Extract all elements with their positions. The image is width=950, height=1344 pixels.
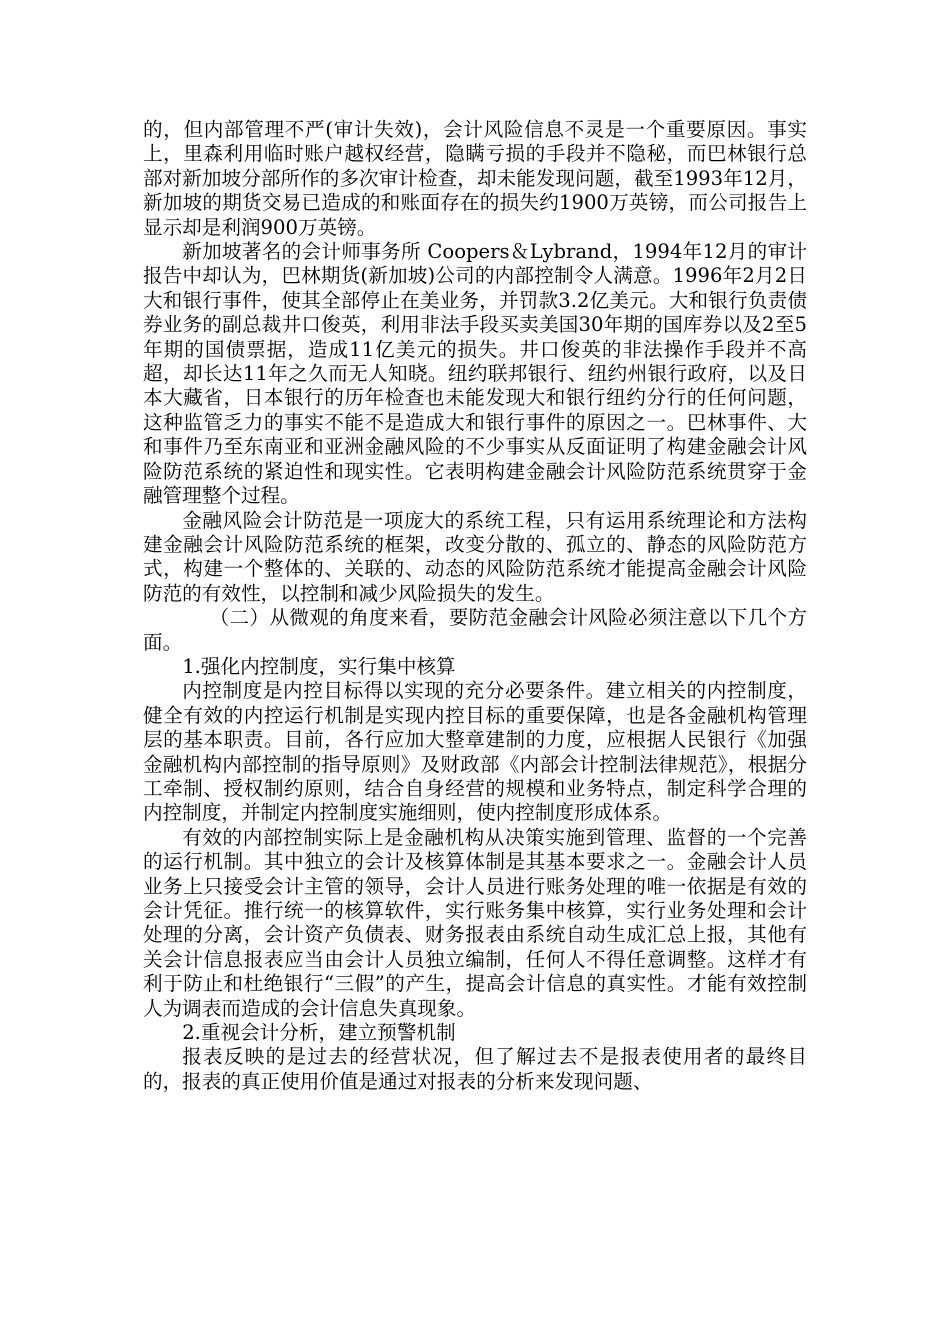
document-page — [143, 118, 807, 1094]
paragraph-daiwa-case: 新加坡著名的会计师事务所 Coopers＆Lybrand，1994年12月的审计报告中却认为，巴林期货(新加坡)公司的内部控制令人满意。1996年2月2日大和银行事件，使其全部停止在美业务，并罚款3.2亿美元。大和银行负责债券业务的副总裁井口俊英，利用非法手段买卖美国30年期的国库券以及2至5年期的国债票据，造成11亿美元的损失。井口俊英的非法操作手段并不高超，却长达11年之久而无人知晓。纽约联邦银行、纽约州银行政府，以及日本大藏省，日本银行的历年检查也未能发现大和银行纽约分行的任何问题，这种监管乏力的事实不能不是造成大和银行事件的原因之一。巴林事件、大和事件乃至东南亚和亚洲金融风险的不少事实从反面证明了构建金融会计风险防范系统的紧迫性和现实性。它表明构建金融会计风险防范系统贯穿于金融管理整个过程。 — [143, 240, 807, 508]
section-heading-micro: （二）从微观的角度来看，要防范金融会计风险必须注意以下几个方面。 — [143, 606, 807, 654]
paragraph-barings-audit: 的，但内部管理不严(审计失效)，会计风险信息不灵是一个重要原因。事实上，里森利用临时账户越权经营，隐瞒亏损的手段并不隐秘，而巴林银行总部对新加坡分部所作的多次审计检查，却未能发现问题，截至1993年12月，新加坡的期货交易已造成的和账面存在的损失约1900万英镑，而公司报告上显示却是利润900万英镑。 — [143, 118, 807, 239]
paragraph-operation-mechanism: 有效的内部控制实际上是金融机构从决策实施到管理、监督的一个完善的运行机制。其中独立的会计及核算体制是其基本要求之一。金融会计人员业务上只接受会计主管的领导，会计人员进行账务处理的唯一依据是有效的会计凭征。推行统一的核算软件，实行账务集中核算，实行业务处理和会计处理的分离，会计资产负债表、财务报表由系统自动生成汇总上报，其他有关会计信息报表应当由会计人员独立编制，任何人不得任意调整。这样才有利于防止和杜绝银行“三假”的产生，提高会计信息的真实性。才能有效控制人为调表而造成的会计信息失真现象。 — [143, 825, 807, 1020]
paragraph-report-analysis: 报表反映的是过去的经营状况，但了解过去不是报表使用者的最终目的，报表的真正使用价值是通过对报表的分析来发现问题、 — [143, 1045, 807, 1093]
subheading-internal-control: 1.强化内控制度，实行集中核算 — [182, 654, 456, 678]
subheading-accounting-analysis: 2.重视会计分析，建立预警机制 — [182, 1021, 456, 1045]
paragraph-system-engineering: 金融风险会计防范是一项庞大的系统工程，只有运用系统理论和方法构建金融会计风险防范系统的框架，改变分散的、孤立的、静态的风险防范方式，构建一个整体的、关联的、动态的风险防范系统才能提高金融会计风险防范的有效性，以控制和减少风险损失的发生。 — [143, 508, 807, 605]
paragraph-internal-control: 内控制度是内控目标得以实现的充分必要条件。建立相关的内控制度，健全有效的内控运行机制是实现内控目标的重要保障，也是各金融机构管理层的基本职责。目前，各行应加大整章建制的力度，应根据人民银行《加强金融机构内部控制的指导原则》及财政部《内部会计控制法律规范》，根据分工牵制、授权制约原则，结合自身经营的规模和业务特点，制定科学合理的内控制度，并制定内控制度实施细则，使内控制度形成体系。 — [143, 679, 807, 825]
